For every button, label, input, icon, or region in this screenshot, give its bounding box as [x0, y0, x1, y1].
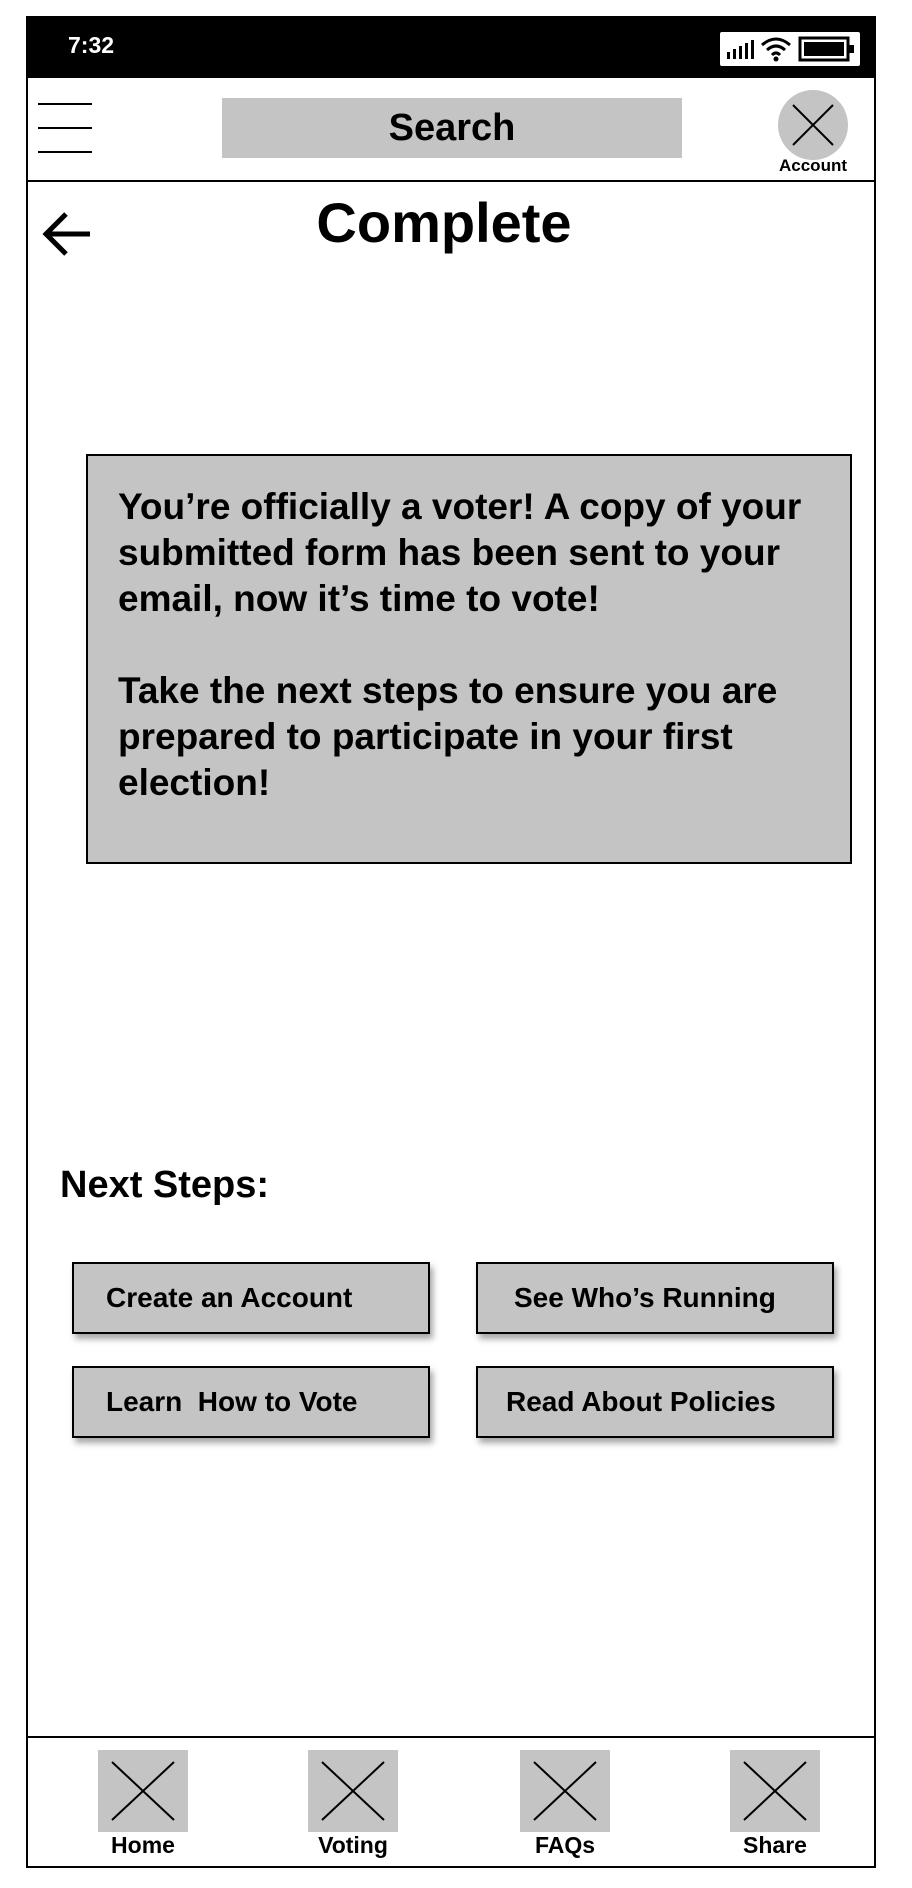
top-bar — [28, 78, 874, 182]
nav-share-label: Share — [743, 1832, 807, 1858]
read-about-policies-button[interactable] — [476, 1366, 834, 1438]
nav-share[interactable] — [720, 1750, 830, 1866]
share-placeholder-icon — [730, 1750, 820, 1832]
voting-placeholder-icon — [308, 1750, 398, 1832]
battery-icon — [798, 35, 856, 63]
nav-voting[interactable] — [298, 1750, 408, 1866]
faqs-placeholder-icon — [520, 1750, 610, 1832]
learn-how-to-vote-button[interactable] — [72, 1366, 430, 1438]
next-steps-heading: Next Steps: — [60, 1164, 270, 1206]
signal-icon — [726, 38, 756, 60]
account-button[interactable] — [778, 90, 848, 160]
message-paragraph-1: You’re officially a voter! A copy of your submitted form has been sent to your email, now it’s time to vote! — [118, 486, 802, 619]
page-title: Complete — [316, 191, 572, 254]
learn-how-to-vote-label: Learn How to Vote — [106, 1386, 358, 1417]
search-bar[interactable] — [222, 98, 682, 158]
create-account-button[interactable] — [72, 1262, 430, 1334]
nav-faqs-label: FAQs — [534, 1832, 596, 1858]
bottom-nav — [28, 1736, 874, 1868]
account-label: Account — [779, 156, 847, 175]
message-paragraph-2: Take the next steps to ensure you are prepared to participate in your first election! — [118, 670, 778, 803]
nav-faqs[interactable] — [510, 1750, 620, 1866]
nav-home-label: Home — [111, 1832, 175, 1858]
phone-frame — [26, 16, 876, 1868]
see-whos-running-label: See Who’s Running — [514, 1282, 776, 1313]
nav-home[interactable] — [88, 1750, 198, 1866]
create-account-label: Create an Account — [106, 1282, 353, 1313]
read-about-policies-label: Read About Policies — [506, 1386, 776, 1417]
search-label: Search — [388, 106, 516, 149]
account-avatar-icon — [778, 90, 848, 160]
confirmation-message-box — [86, 454, 852, 864]
status-time: 7:32 — [68, 32, 115, 58]
hamburger-menu-icon[interactable] — [38, 102, 92, 154]
see-whos-running-button[interactable] — [476, 1262, 834, 1334]
wifi-icon — [760, 35, 792, 63]
status-bar — [28, 18, 874, 78]
nav-voting-label: Voting — [318, 1832, 388, 1858]
home-placeholder-icon — [98, 1750, 188, 1832]
status-icons — [720, 32, 860, 66]
